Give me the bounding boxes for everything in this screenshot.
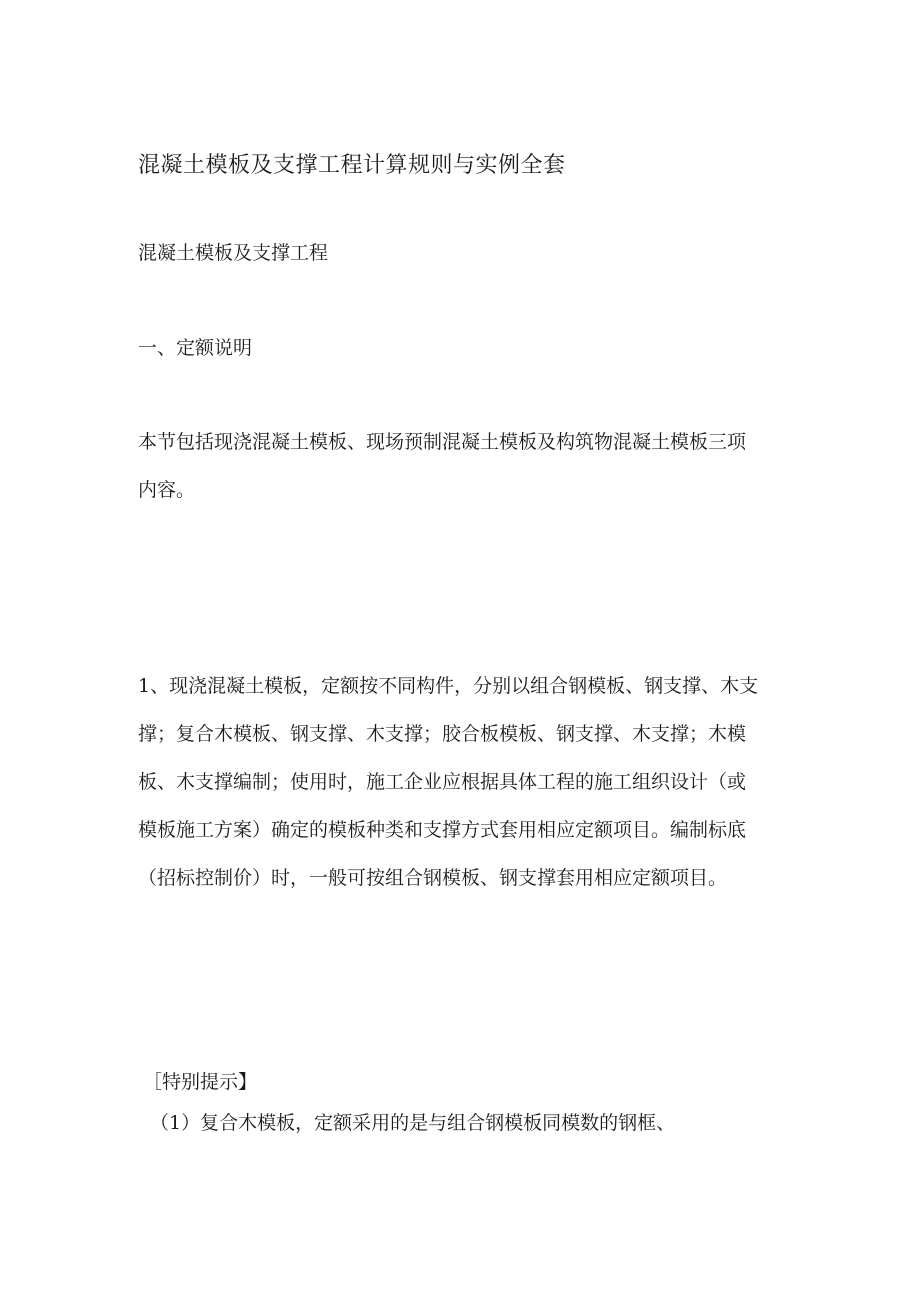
paragraph-line: 内容。 bbox=[138, 479, 196, 501]
paragraph-line: 模板施工方案）确定的模板种类和支撑方式套用相应定额项目。编制标底 bbox=[138, 819, 747, 841]
paragraph-line: 板、木支撑编制；使用时，施工企业应根据具体工程的施工组织设计（或 bbox=[138, 771, 747, 793]
paragraph-cast-in-place bbox=[138, 662, 788, 902]
paragraph-line: 1、现浇混凝土模板，定额按不同构件，分别以组合钢模板、钢支撑、木支 bbox=[138, 675, 759, 697]
tip-item: （1）复合木模板，定额采用的是与组合钢模板同模数的钢框、 bbox=[150, 1112, 676, 1134]
paragraph-line: 本节包括现浇混凝土模板、现场预制混凝土模板及构筑物混凝土模板三项 bbox=[138, 431, 747, 453]
paragraph-line: （招标控制价）时，一般可按组合钢模板、钢支撑套用相应定额项目。 bbox=[138, 867, 728, 889]
section-heading: 一、定额说明 bbox=[138, 337, 253, 359]
document-subtitle: 混凝土模板及支撑工程 bbox=[138, 242, 329, 264]
paragraph-scope bbox=[138, 418, 788, 514]
tip-heading: ［特别提示】 bbox=[143, 1071, 258, 1093]
document-title: 混凝土模板及支撑工程计算规则与实例全套 bbox=[138, 153, 566, 178]
paragraph-line: 撑；复合木模板、钢支撑、木支撑；胶合板模板、钢支撑、木支撑；木模 bbox=[138, 723, 747, 745]
